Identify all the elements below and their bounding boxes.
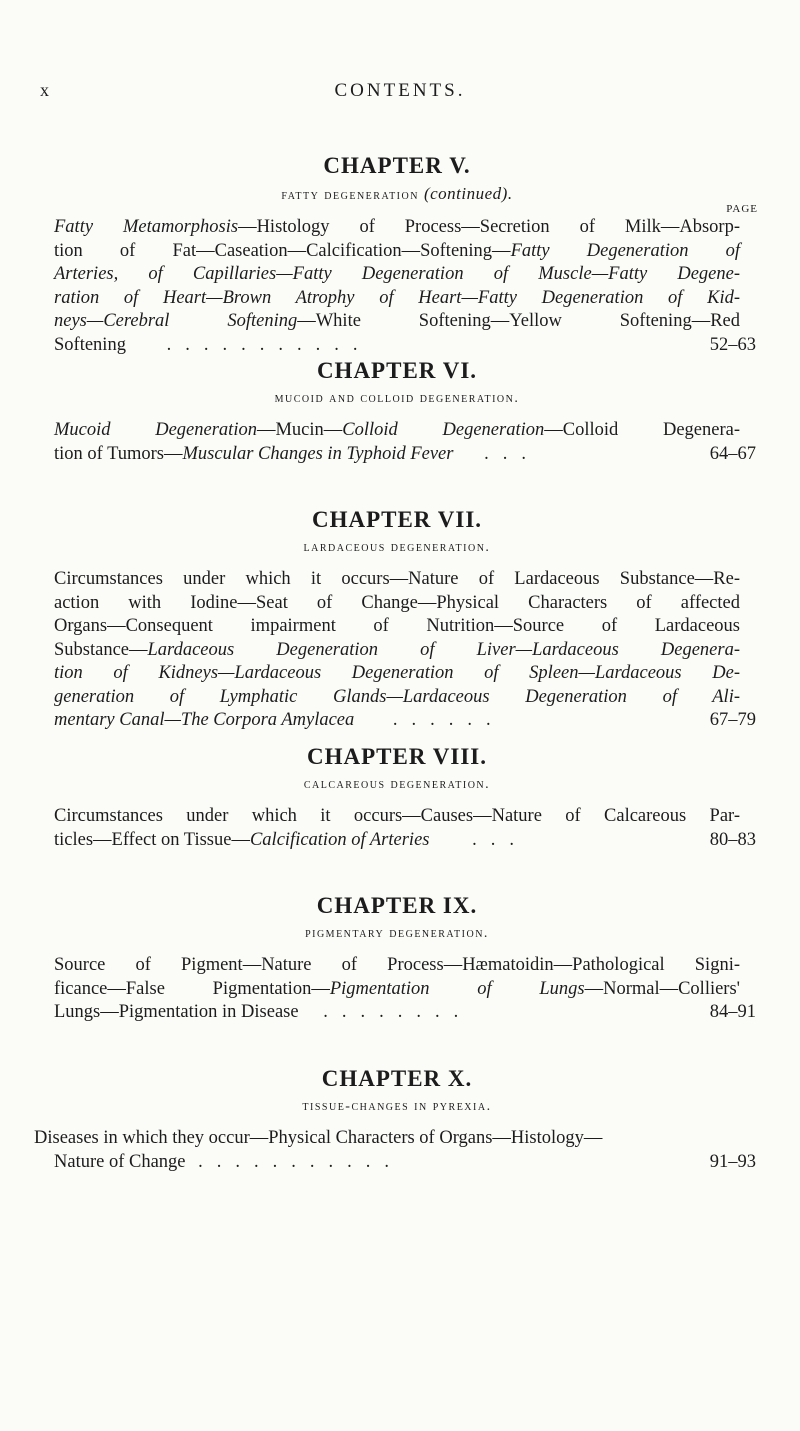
chapter-9 [54,890,756,1025]
contents-line: action with Iodine—Seat of Change—Physical Characters of affected [54,592,740,613]
page-range: 91–93 [709,1151,756,1172]
dot-leader: ...... [392,710,505,730]
page-number: x [40,80,50,100]
chapter-subtitle: mucoid and colloid degeneration. [274,391,520,406]
contents-last-line [54,1151,756,1175]
last-line-text: Lungs—Pigmentation in Disease [54,1002,299,1022]
chapter-6 [54,355,756,466]
dot-leader: ........ [323,1002,473,1022]
dot-leader: ... [472,829,528,850]
page-range: 64–67 [709,443,756,464]
contents-line: Substance—Lardaceous Degeneration of Liver—Lardaceous Degenera- [54,639,740,660]
chapter-title: CHAPTER V. [323,153,471,178]
subtitle-text: fatty degeneration [281,188,419,203]
chapter-subtitle: pigmentary degeneration. [305,926,489,941]
contents-line: Arteries, of Capillaries—Fatty Degeneration of Muscle—Fatty Degene- [54,264,740,284]
chapter-contents [54,419,756,466]
contents-line: Source of Pigment—Nature of Process—Hæmatoidin—Pathological Signi- [54,955,740,975]
chapter-subtitle: lardaceous degeneration. [303,540,491,555]
running-header [40,80,760,110]
running-title: CONTENTS. [334,80,466,101]
chapter-title: CHAPTER VII. [311,507,483,532]
contents-line: Diseases in which they occur—Physical Characters of Organs—Histology— [34,1128,603,1148]
chapter-title: CHAPTER X. [321,1066,473,1091]
contents-last-line: ticles—Effect on Tissue—Calcification of Arteries ... 80–83 [54,829,740,853]
dot-leader: ........... [198,1151,404,1172]
contents-last-line [54,1001,756,1025]
contents-line: Fatty Metamorphosis—Histology of Process—Secretion of Milk—Absorp- [54,217,740,237]
chapter-title: CHAPTER VI. [316,358,478,383]
chapter-title: CHAPTER IX. [316,893,478,918]
chapter-5 [54,150,758,357]
chapter-7 [54,504,756,733]
chapter-subtitle: calcareous degeneration. [303,777,491,792]
last-line-text: Nature of Change [54,1151,186,1172]
chapter-subtitle: tissue-changes in pyrexia. [302,1099,492,1114]
dot-leader: ... [484,443,540,464]
contents-last-line: mentary Canal—The Corpora Amylacea ...... 67–79 [54,709,740,733]
contents-line: generation of Lymphatic Glands—Lardaceous Degeneration of Ali- [54,686,740,707]
contents-last-line: tion of Tumors—Muscular Changes in Typhoid Fever ... 64–67 [54,443,740,467]
page-range: 84–91 [709,1002,756,1022]
page-range: 52–63 [709,334,756,355]
chapter-8 [54,741,756,852]
dot-leader: ........... [166,334,372,355]
contents-line: ration of Heart—Brown Atrophy of Heart—Fatty Degeneration of Kid- [54,287,740,308]
chapter-contents [54,805,756,852]
chapter-contents [54,568,756,733]
contents-last-line [54,334,756,358]
contents-line: tion of Kidneys—Lardaceous Degeneration of Spleen—Lardaceous De- [54,663,740,683]
contents-line: Mucoid Degeneration—Mucin—Colloid Degeneration—Colloid Degenera- [54,420,740,440]
chapter-title: CHAPTER VIII. [307,744,487,769]
chapter-contents [54,216,756,357]
subtitle-continued: (continued). [423,184,513,203]
page-range: 67–79 [709,710,756,730]
contents-line: ficance—False Pigmentation—Pigmentation of Lungs—Normal—Colliers' [54,978,741,999]
chapter-contents [34,1127,756,1174]
last-line-text: Softening [54,334,126,355]
chapter-contents [54,954,756,1025]
page-column-label: PAGE [726,203,758,215]
page-range: 80–83 [709,829,756,850]
contents-line: tion of Fat—Caseation—Calcification—Softening—Fatty Degeneration of [54,240,740,261]
chapter-10 [34,1063,756,1174]
contents-line: neys—Cerebral Softening—White Softening—Yellow Softening—Red [54,311,740,331]
contents-line: Circumstances under which it occurs—Nature of Lardaceous Substance—Re- [54,569,740,589]
contents-line: Organs—Consequent impairment of Nutrition—Source of Lardaceous [54,616,740,636]
contents-line: Circumstances under which it occurs—Causes—Nature of Calcareous Par- [54,806,740,826]
